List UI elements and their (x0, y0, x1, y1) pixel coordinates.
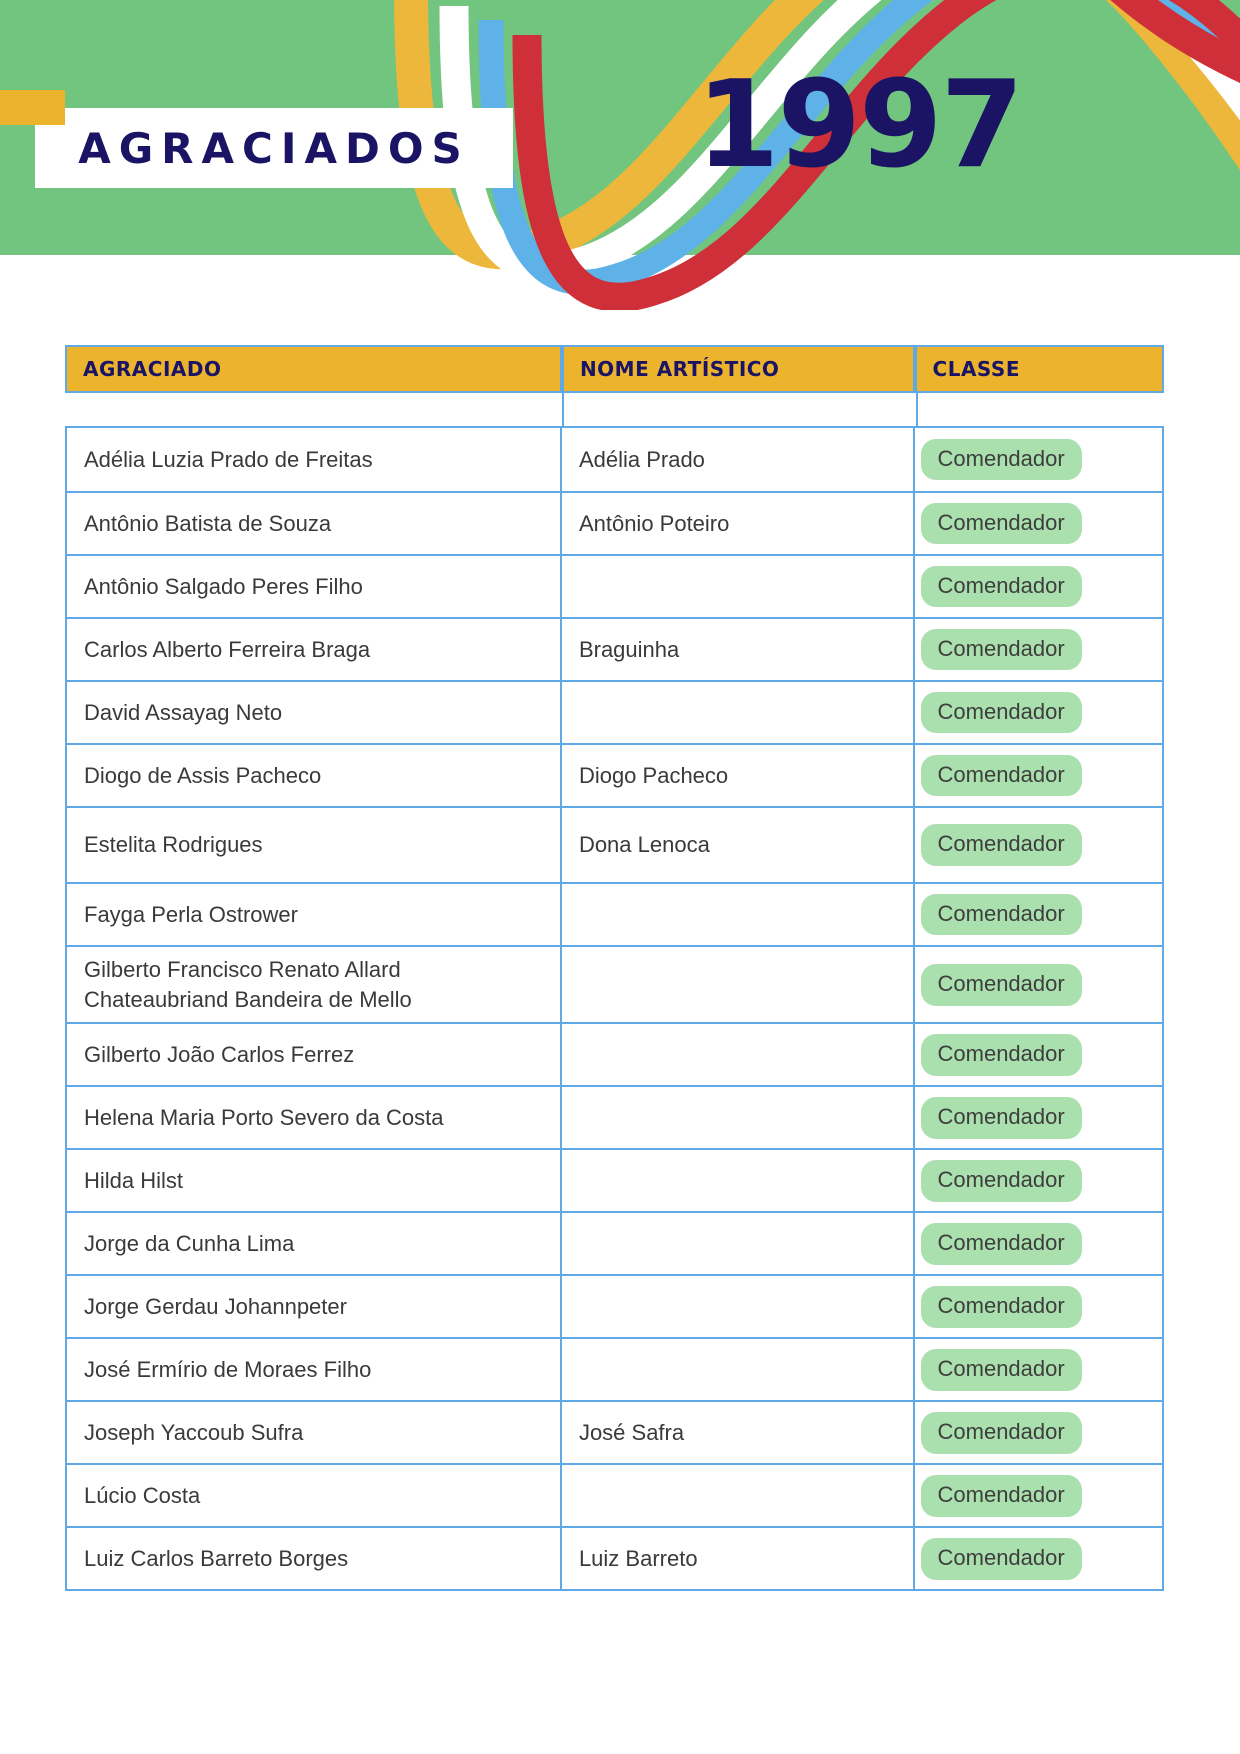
nome-artistico-cell (562, 1213, 915, 1274)
agraciado-cell: Estelita Rodrigues (67, 808, 562, 882)
classe-badge: Comendador (921, 1349, 1082, 1391)
classe-cell (915, 1465, 1162, 1526)
classe-badge: Comendador (921, 566, 1082, 608)
agraciado-cell: Diogo de Assis Pacheco (67, 745, 562, 806)
classe-badge: Comendador (921, 755, 1082, 797)
classe-badge: Comendador (921, 1034, 1082, 1076)
table-row (67, 617, 1162, 680)
nome-artistico-cell: José Safra (562, 1402, 915, 1463)
agraciado-cell: Joseph Yaccoub Sufra (67, 1402, 562, 1463)
nome-artistico-cell (562, 884, 915, 945)
classe-badge: Comendador (921, 824, 1082, 866)
table-header-row (65, 345, 1164, 393)
nome-artistico-cell (562, 1339, 915, 1400)
classe-cell (915, 1339, 1162, 1400)
agraciado-cell: David Assayag Neto (67, 682, 562, 743)
table-row (67, 491, 1162, 554)
table-body (65, 426, 1164, 1591)
classe-badge: Comendador (921, 964, 1082, 1006)
classe-badge: Comendador (921, 629, 1082, 671)
classe-cell (915, 1213, 1162, 1274)
nome-artistico-cell (562, 947, 915, 1022)
table-row (67, 554, 1162, 617)
year-label: 1997 (696, 56, 1022, 195)
classe-badge: Comendador (921, 1160, 1082, 1202)
table-row (67, 1274, 1162, 1337)
classe-cell (915, 1087, 1162, 1148)
page-title: AGRACIADOS (78, 123, 470, 173)
header-body-gap (65, 393, 1164, 426)
classe-cell (915, 947, 1162, 1022)
classe-badge: Comendador (921, 439, 1082, 481)
table-row (67, 428, 1162, 491)
table-row (67, 1463, 1162, 1526)
nome-artistico-cell (562, 1087, 915, 1148)
classe-badge: Comendador (921, 1538, 1082, 1580)
agraciado-cell: Gilberto Francisco Renato Allard Chateaubriand Bandeira de Mello (67, 947, 562, 1022)
table-row (67, 1526, 1162, 1589)
table-row (67, 945, 1162, 1022)
nome-artistico-cell: Antônio Poteiro (562, 493, 915, 554)
classe-cell (915, 682, 1162, 743)
classe-cell (915, 1150, 1162, 1211)
classe-cell (915, 1024, 1162, 1085)
classe-cell (915, 619, 1162, 680)
awardees-table (65, 345, 1164, 1591)
classe-badge: Comendador (921, 1286, 1082, 1328)
nome-artistico-cell: Dona Lenoca (562, 808, 915, 882)
table-row (67, 1400, 1162, 1463)
nome-artistico-cell (562, 556, 915, 617)
agraciado-cell: Luiz Carlos Barreto Borges (67, 1528, 562, 1589)
agraciado-cell: Carlos Alberto Ferreira Braga (67, 619, 562, 680)
agraciado-cell: Adélia Luzia Prado de Freitas (67, 428, 562, 491)
classe-badge: Comendador (921, 1223, 1082, 1265)
column-header-classe: CLASSE (915, 347, 1162, 391)
yellow-accent-tab (0, 90, 65, 125)
classe-badge: Comendador (921, 894, 1082, 936)
table-row (67, 1148, 1162, 1211)
classe-cell (915, 1528, 1162, 1589)
agraciado-cell: Jorge da Cunha Lima (67, 1213, 562, 1274)
nome-artistico-cell (562, 1024, 915, 1085)
table-row (67, 743, 1162, 806)
column-header-agraciado: AGRACIADO (67, 347, 562, 391)
classe-cell (915, 1402, 1162, 1463)
nome-artistico-cell: Luiz Barreto (562, 1528, 915, 1589)
agraciado-cell: Helena Maria Porto Severo da Costa (67, 1087, 562, 1148)
agraciado-cell: Hilda Hilst (67, 1150, 562, 1211)
nome-artistico-cell: Diogo Pacheco (562, 745, 915, 806)
table-row (67, 1337, 1162, 1400)
nome-artistico-cell (562, 1465, 915, 1526)
nome-artistico-cell (562, 1150, 915, 1211)
classe-cell (915, 1276, 1162, 1337)
column-header-nome-artistico: NOME ARTÍSTICO (562, 347, 915, 391)
classe-cell (915, 884, 1162, 945)
table-row (67, 806, 1162, 882)
classe-cell (915, 428, 1162, 491)
classe-badge: Comendador (921, 692, 1082, 734)
table-row (67, 882, 1162, 945)
gap-divider-1 (562, 393, 564, 426)
agraciado-cell: Jorge Gerdau Johannpeter (67, 1276, 562, 1337)
agraciado-cell: Fayga Perla Ostrower (67, 884, 562, 945)
agraciado-cell: Lúcio Costa (67, 1465, 562, 1526)
classe-badge: Comendador (921, 503, 1082, 545)
table-row (67, 1022, 1162, 1085)
classe-cell (915, 556, 1162, 617)
classe-badge: Comendador (921, 1412, 1082, 1454)
table-row (67, 680, 1162, 743)
nome-artistico-cell: Adélia Prado (562, 428, 915, 491)
classe-badge: Comendador (921, 1097, 1082, 1139)
classe-cell (915, 493, 1162, 554)
agraciado-cell: José Ermírio de Moraes Filho (67, 1339, 562, 1400)
classe-badge: Comendador (921, 1475, 1082, 1517)
classe-cell (915, 745, 1162, 806)
hero-header (0, 0, 1240, 310)
nome-artistico-cell (562, 1276, 915, 1337)
table-row (67, 1211, 1162, 1274)
nome-artistico-cell (562, 682, 915, 743)
agraciado-cell: Gilberto João Carlos Ferrez (67, 1024, 562, 1085)
table-row (67, 1085, 1162, 1148)
page-title-box (35, 108, 513, 188)
classe-cell (915, 808, 1162, 882)
nome-artistico-cell: Braguinha (562, 619, 915, 680)
agraciado-cell: Antônio Salgado Peres Filho (67, 556, 562, 617)
agraciado-cell: Antônio Batista de Souza (67, 493, 562, 554)
gap-divider-2 (916, 393, 918, 426)
